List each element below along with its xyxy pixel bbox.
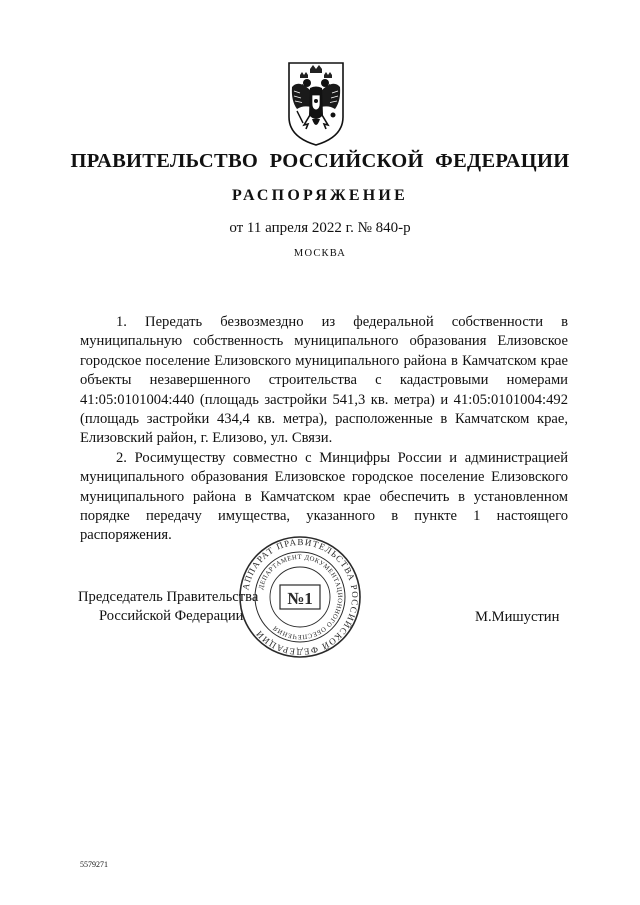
- document-body: [80, 313, 568, 546]
- seal-number: №1: [287, 589, 313, 608]
- signer-position-line-2: Российской Федерации: [99, 608, 244, 625]
- signer-name: М.Мишустин: [475, 609, 560, 625]
- seal-inner-text: ДЕПАРТАМЕНТ ДОКУМЕНТАЦИОННОГО ОБЕСПЕЧЕНИЯ: [257, 553, 344, 641]
- official-seal-stamp: [238, 535, 362, 659]
- document-id: 5579271: [80, 860, 108, 869]
- signer-position-line-1: Председатель Правительства: [78, 589, 259, 605]
- seal-outer-text: АППАРАТ ПРАВИТЕЛЬСТВА РОССИЙСКОЙ ФЕДЕРАЦИИ: [240, 536, 361, 658]
- government-title: ПРАВИТЕЛЬСТВО РОССИЙСКОЙ ФЕДЕРАЦИИ: [70, 150, 570, 172]
- paragraph-2: 2. Росимуществу совместно с Минцифры России и администрацией муниципального образования Елизовское городское поселение Елизовского муниципального района в Камчатском крае обеспечить в установленном порядке передачу имущества, указанного в пункте 1 настоящего распоряжения.: [80, 449, 568, 544]
- document-city: МОСКВА: [293, 248, 347, 259]
- document-type: РАСПОРЯЖЕНИЕ: [232, 187, 408, 204]
- coat-of-arms-icon: [283, 57, 349, 149]
- document-date-number: от 11 апреля 2022 г. № 840-р: [229, 220, 411, 236]
- paragraph-1: 1. Передать безвозмездно из федеральной собственности в муниципальную собственность муниципального образования Елизовское городское поселение Елизовского муниципального района в Камчатском крае объекты незавершенного строительства с кадастровыми номерами 41:05:0101004:440 (площадь застройки 541,3 кв. метра) и 41:05:0101004:492 (площадь застройки 434,4 кв. метра), расположенные в Камчатском крае, Елизовский район, г. Елизово, ул. Связи.: [80, 314, 568, 447]
